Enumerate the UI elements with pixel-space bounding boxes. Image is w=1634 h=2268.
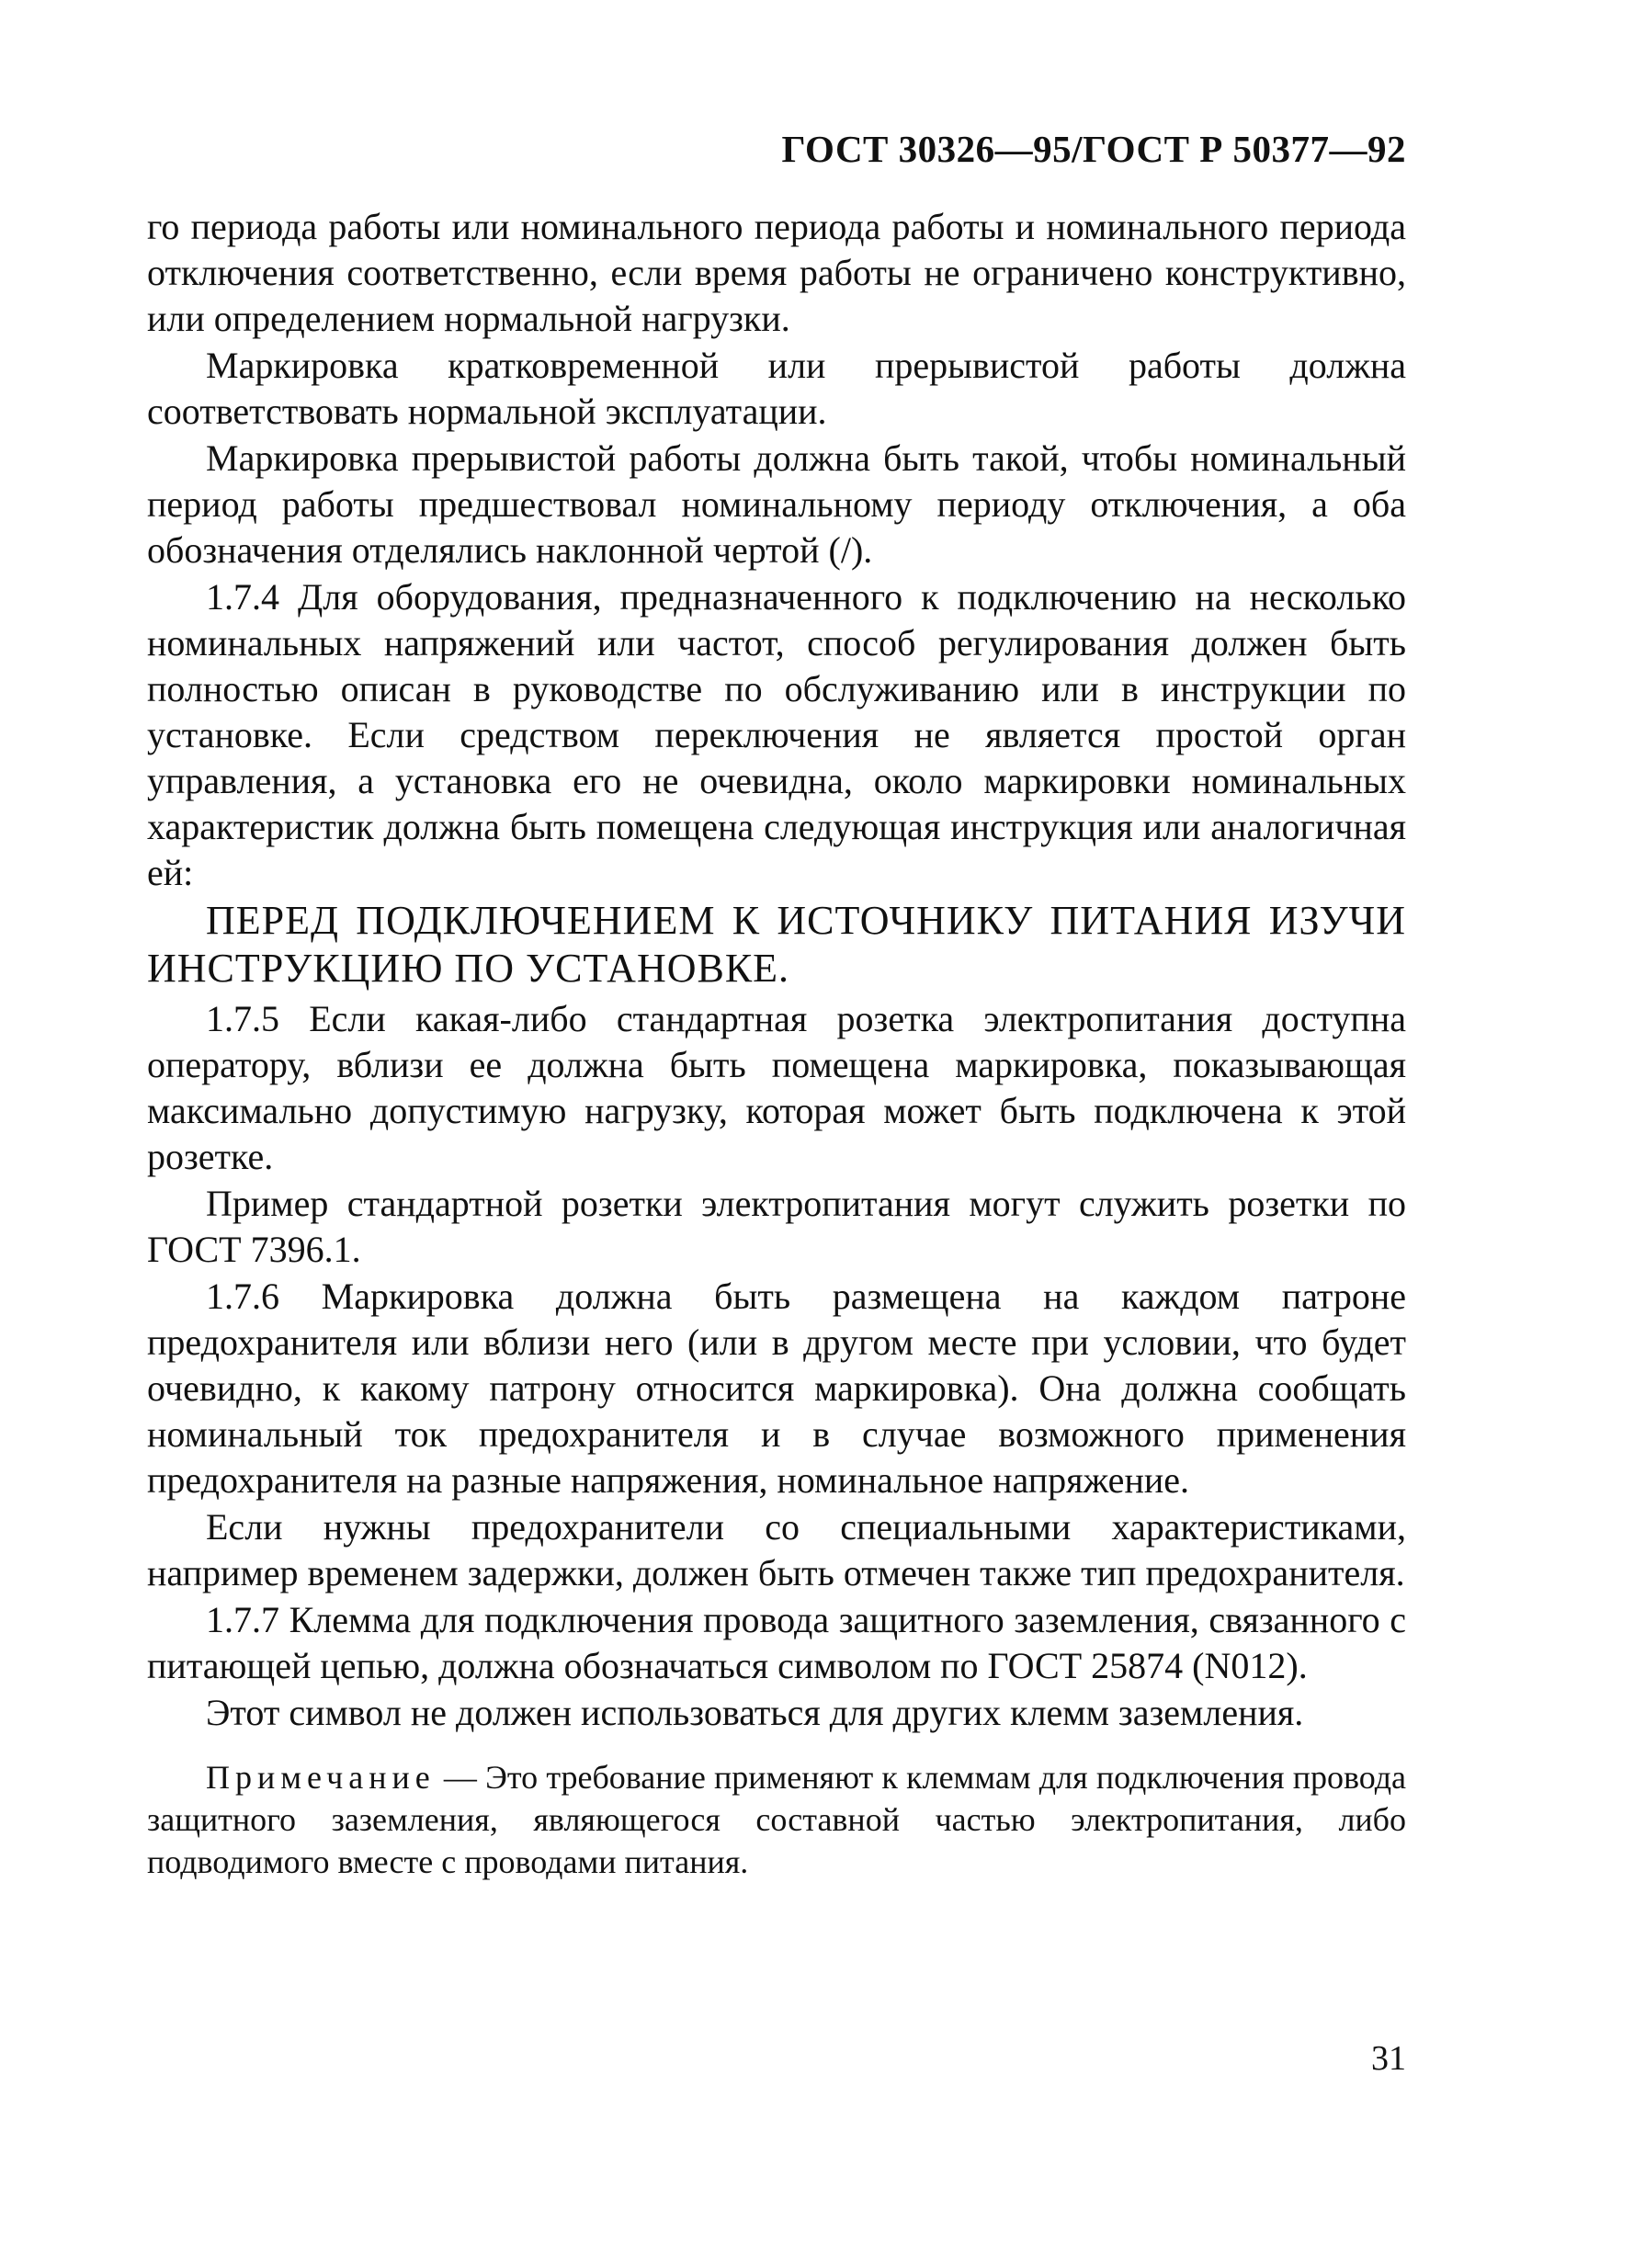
paragraph-short-duty-marking: Маркировка кратковременной или прерывистой работы должна соответствовать нормальной эксплуатации. xyxy=(147,345,1406,432)
paragraph-symbol-usage: Этот символ не должен использоваться для других клемм заземления. xyxy=(206,1692,1304,1733)
paragraph-1-7-6: 1.7.6 Маркировка должна быть размещена на каждом патроне предохранителя или вблизи него (или в другом месте при условии, что будет очевидно, к какому патрону относится маркировка). Она должна сообщать номинальный ток предохранителя и в случае возможного применения предохранителя на разные напряжения, номинальное напряжение. xyxy=(147,1276,1406,1501)
document-page xyxy=(147,0,1406,2268)
paragraph-special-fuses: Если нужны предохранители со специальными характеристиками, например временем задержки, должен быть отмечен также тип предохранителя. xyxy=(147,1506,1406,1593)
paragraph-continuation: го периода работы или номинального периода работы и номинального периода отключения соответственно, если время работы не ограничено конструктивно, или определением нормальной нагрузки. xyxy=(147,206,1406,339)
paragraph-1-7-5: 1.7.5 Если какая-либо стандартная розетка электропитания доступна оператору, вблизи ее должна быть помещена маркировка, показывающая максимально допустимую нагрузку, которая может быть подключена к этой розетке. xyxy=(147,998,1406,1177)
paragraph-1-7-7: 1.7.7 Клемма для подключения провода защитного заземления, связанного с питающей цепью, должна обозначаться символом по ГОСТ 25874 (N012). xyxy=(147,1599,1406,1686)
page-number: 31 xyxy=(1371,2039,1406,2078)
note-text: — Это требование применяют к клеммам для подключения провода защитного заземления, являющегося составной частью электропитания, либо подводимого вместе с проводами питания. xyxy=(147,1759,1406,1880)
paragraph-warning-instruction: ПЕРЕД ПОДКЛЮЧЕНИЕМ К ИСТОЧНИКУ ПИТАНИЯ ИЗУЧИ ИНСТРУКЦИЮ ПО УСТАНОВКЕ. xyxy=(147,898,1406,991)
paragraph-intermittent-duty-marking: Маркировка прерывистой работы должна быть такой, чтобы номинальный период работы предшествовал номинальному периоду отключения, а оба обозначения отделялись наклонной чертой (/). xyxy=(147,437,1406,571)
note xyxy=(147,1756,1406,1883)
note-label: Примечание xyxy=(206,1759,436,1796)
page-header-title: ГОСТ 30326—95/ГОСТ Р 50377—92 xyxy=(781,128,1406,170)
body-text xyxy=(147,204,1406,1884)
paragraph-1-7-4: 1.7.4 Для оборудования, предназначенного к подключению на несколько номинальных напряжений или частот, способ регулирования должен быть полностью описан в руководстве по обслуживанию или в инструкции по установке. Если средством переключения не является простой орган управления, а установка его не очевидна, около маркировки номинальных характеристик должна быть помещена следующая инструкция или аналогичная ей: xyxy=(147,576,1406,893)
paragraph-socket-example: Пример стандартной розетки электропитания могут служить розетки по ГОСТ 7396.1. xyxy=(147,1183,1406,1270)
